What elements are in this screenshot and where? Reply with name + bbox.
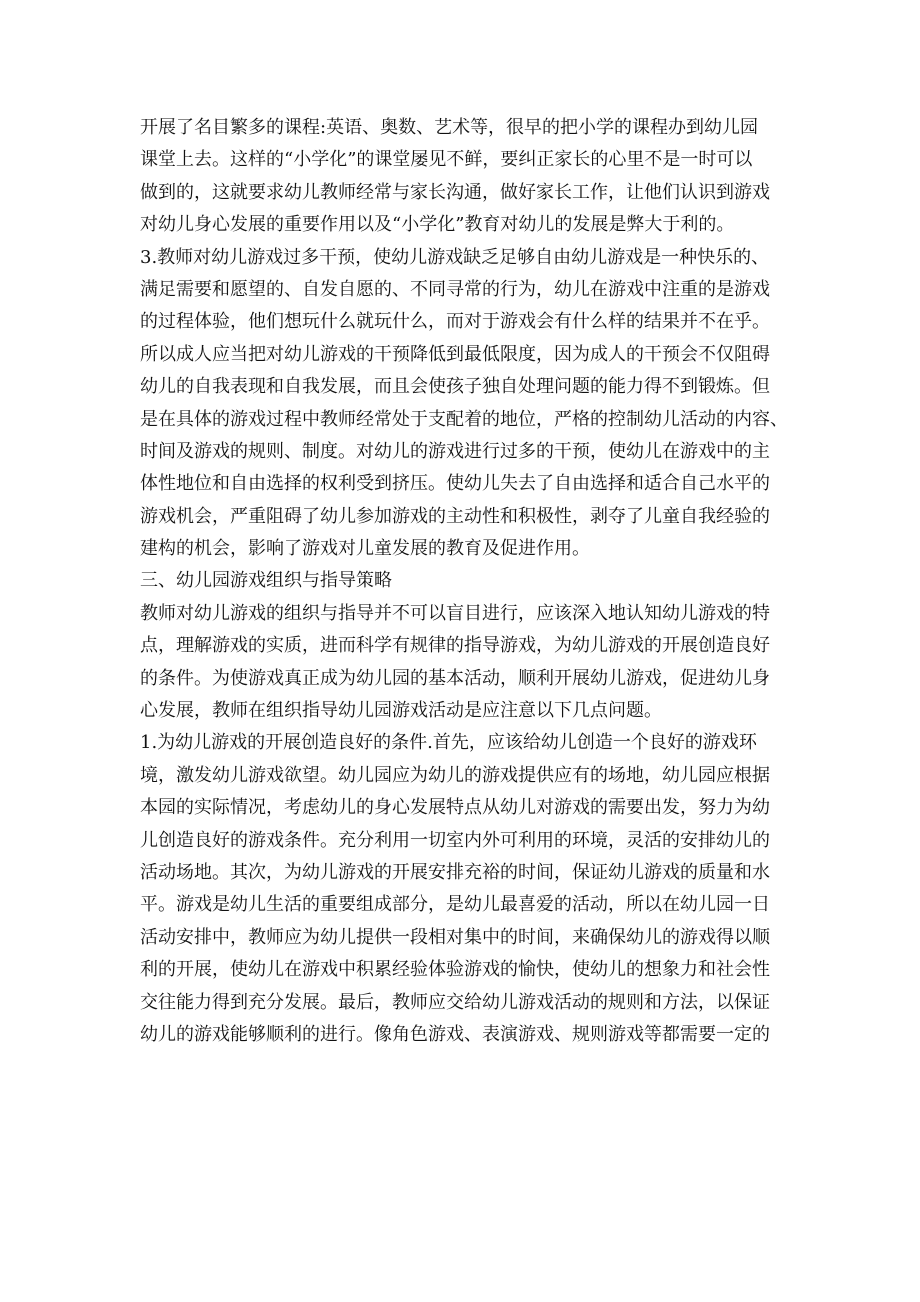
subsection-1-heading-line: 1.为幼儿游戏的开展创造良好的条件.首先，应该给幼儿创造一个良好的游戏环 [140, 732, 757, 754]
text-line-26: 活动安排中，教师应为幼儿提供一段相对集中的时间，来确保幼儿的游戏得以顺 [140, 926, 770, 948]
text-line-24: 活动场地。其次，为幼儿游戏的开展安排充裕的时间，保证幼儿游戏的质量和水 [140, 861, 770, 883]
text-line-29: 幼儿的游戏能够顺利的进行。像角色游戏、表演游戏、规则游戏等都需要一定的 [140, 1023, 770, 1045]
text-line-12: 体性地位和自由选择的权利受到挤压。使幼儿失去了自由选择和适合自己水平的 [140, 473, 770, 495]
text-line-9: 幼儿的自我表现和自我发展，而且会使孩子独自处理问题的能力得不到锻炼。但 [140, 376, 770, 398]
section-3-heading-line: 3.教师对幼儿游戏过多干预，使幼儿游戏缺乏足够自由幼儿游戏是一种快乐的、 [140, 246, 770, 268]
text-line-10: 是在具体的游戏过程中教师经常处于支配着的地位，严格的控制幼儿活动的内容、 [140, 408, 788, 430]
text-line-8: 所以成人应当把对幼儿游戏的干预降低到最低限度，因为成人的干预会不仅阻碍 [140, 343, 770, 365]
text-line-23: 儿创造良好的游戏条件。充分利用一切室内外可利用的环境，灵活的安排幼儿的 [140, 829, 770, 851]
text-line-4: 对幼儿身心发展的重要作用以及“小学化”教育对幼儿的发展是弊大于利的。 [140, 214, 735, 236]
text-line-25: 平。游戏是幼儿生活的重要组成部分，是幼儿最喜爱的活动，所以在幼儿园一日 [140, 894, 770, 916]
text-line-28: 交往能力得到充分发展。最后，教师应交给幼儿游戏活动的规则和方法，以保证 [140, 991, 770, 1013]
document-body [140, 112, 790, 1051]
text-line-16: 教师对幼儿游戏的组织与指导并不可以盲目进行，应该深入地认知幼儿游戏的特 [140, 602, 770, 624]
text-line-2: 课堂上去。这样的“小学化”的课堂屡见不鲜，要纠正家长的心里不是一时可以 [140, 149, 753, 171]
text-line-6: 满足需要和愿望的、自发自愿的、不同寻常的行为，幼儿在游戏中注重的是游戏 [140, 278, 770, 300]
text-line-13: 游戏机会，严重阻碍了幼儿参加游戏的主动性和积极性，剥夺了儿童自我经验的 [140, 505, 770, 527]
text-line-11: 时间及游戏的规则、制度。对幼儿的游戏进行过多的干预，使幼儿在游戏中的主 [140, 440, 770, 462]
text-line-7: 的过程体验，他们想玩什么就玩什么，而对于游戏会有什么样的结果并不在乎。 [140, 311, 770, 333]
text-line-19: 心发展，教师在组织指导幼儿园游戏活动是应注意以下几点问题。 [140, 700, 662, 722]
text-line-3: 做到的，这就要求幼儿教师经常与家长沟通，做好家长工作，让他们认识到游戏 [140, 181, 770, 203]
text-line-18: 的条件。为使游戏真正成为幼儿园的基本活动，顺利开展幼儿游戏，促进幼儿身 [140, 667, 770, 689]
text-line-17: 点，理解游戏的实质，进而科学有规律的指导游戏，为幼儿游戏的开展创造良好 [140, 635, 770, 657]
text-line-14: 建构的机会，影响了游戏对儿童发展的教育及促进作用。 [140, 538, 590, 560]
text-line-27: 利的开展，使幼儿在游戏中积累经验体验游戏的愉快，使幼儿的想象力和社会性 [140, 959, 770, 981]
text-line-1: 开展了名目繁多的课程:英语、奥数、艺术等，很早的把小学的课程办到幼儿园 [140, 117, 759, 138]
text-line-22: 本园的实际情况，考虑幼儿的身心发展特点从幼儿对游戏的需要出发，努力为幼 [140, 797, 770, 819]
text-line-21: 境，激发幼儿游戏欲望。幼儿园应为幼儿的游戏提供应有的场地，幼儿园应根据 [140, 764, 770, 786]
section-heading-strategies: 三、幼儿园游戏组织与指导策略 [140, 570, 392, 592]
